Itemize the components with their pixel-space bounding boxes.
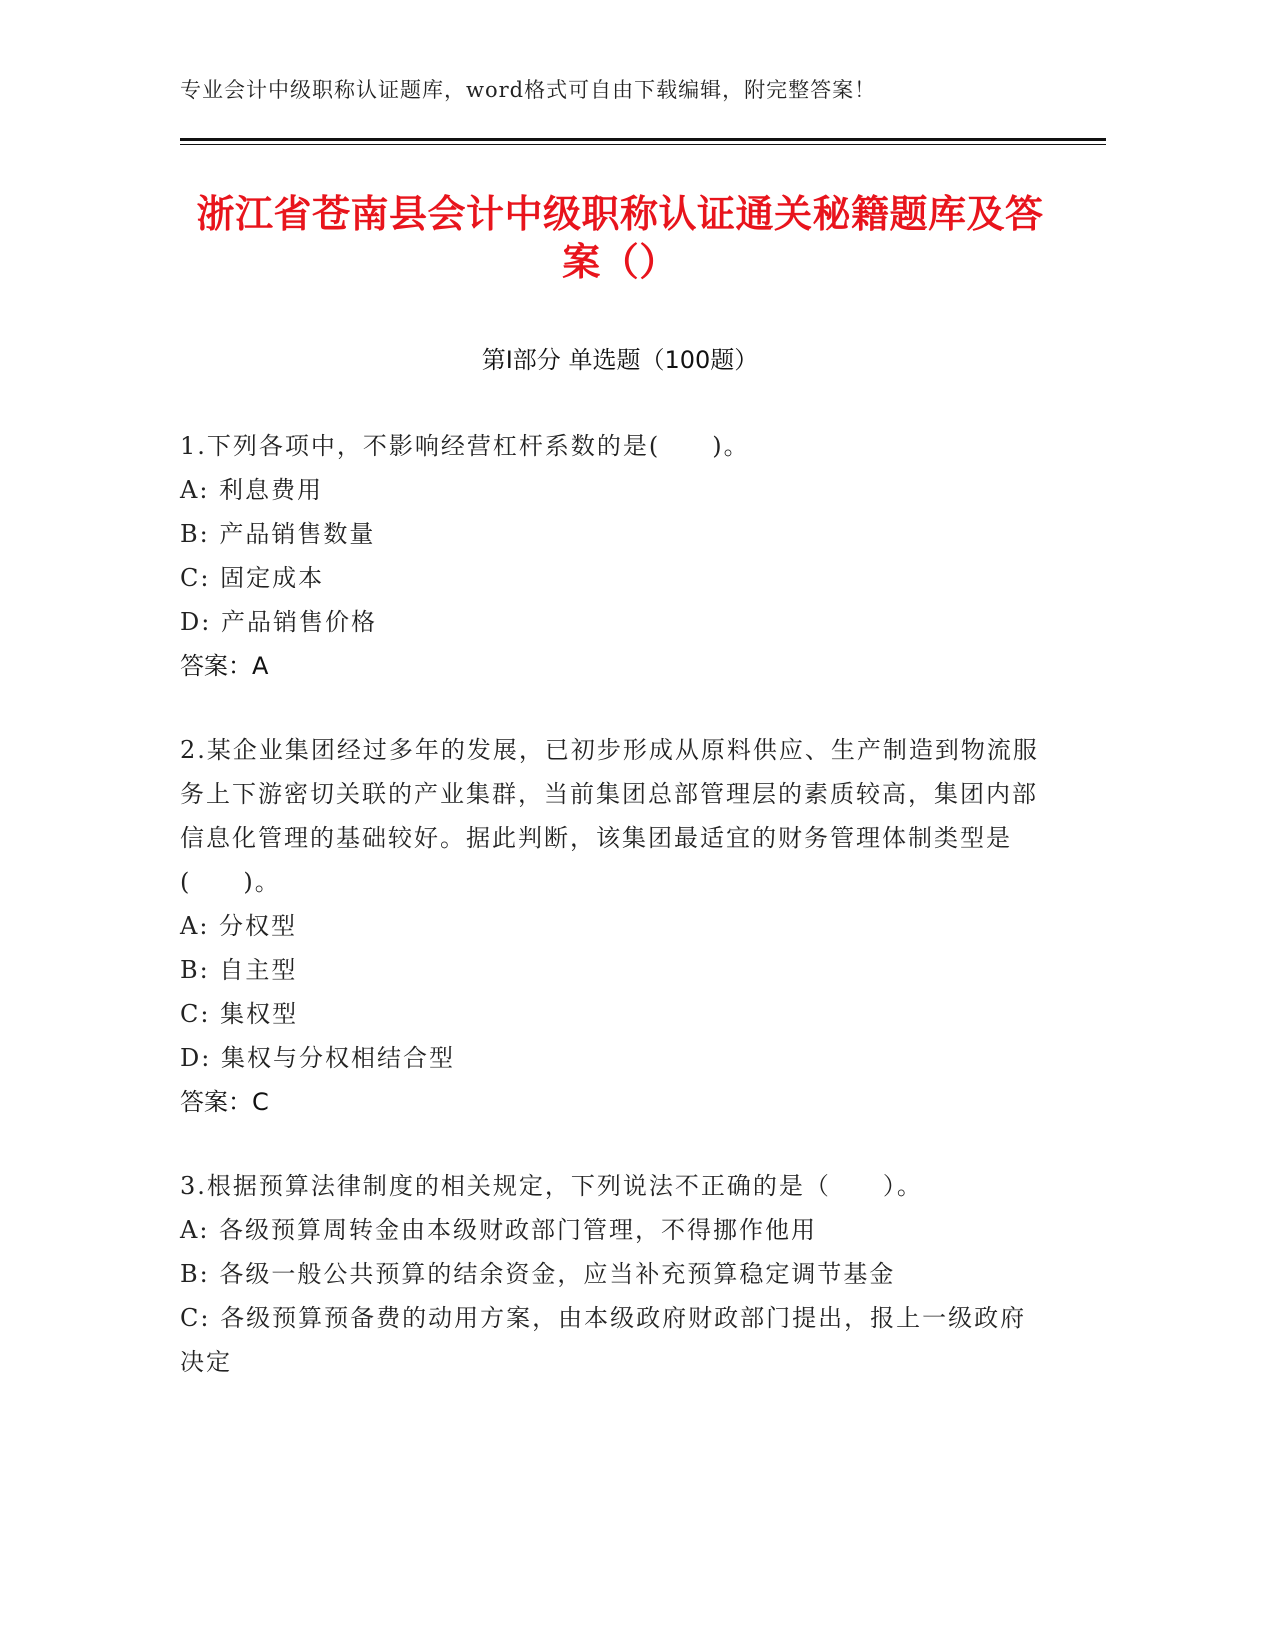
option-c: C: 各级预算预备费的动用方案，由本级政府财政部门提出，报上一级政府决定: [180, 1304, 1027, 1376]
option-a: A: 利息费用: [180, 476, 324, 504]
option-b: B: 自主型: [180, 956, 298, 984]
option-c: C: 固定成本: [180, 564, 325, 592]
header-divider-thin: [180, 144, 1106, 145]
option-a: A: 分权型: [180, 912, 298, 940]
page-header-text: 专业会计中级职称认证题库，word格式可自由下载编辑，附完整答案！: [180, 78, 877, 102]
question-stem: 2.某企业集团经过多年的发展，已初步形成从原料供应、生产制造到物流服务上下游密切关联的产业集群，当前集团总部管理层的素质较高，集团内部信息化管理的基础较好。据此判断，该集团最适宜的财务管理体制类型是( )。: [180, 736, 1039, 896]
option-d: D: 集权与分权相结合型: [180, 1044, 455, 1072]
header-divider-thick: [180, 138, 1106, 141]
answer-line: 答案：A: [180, 652, 269, 680]
option-c: C: 集权型: [180, 1000, 299, 1028]
question-stem: 1.下列各项中，不影响经营杠杆系数的是( )。: [180, 432, 750, 460]
answer-line: 答案：C: [180, 1088, 269, 1116]
option-b: B: 产品销售数量: [180, 520, 376, 548]
option-a: A: 各级预算周转金由本级财政部门管理，不得挪作他用: [180, 1216, 818, 1244]
option-d: D: 产品销售价格: [180, 608, 377, 636]
option-b: B: 各级一般公共预算的结余资金，应当补充预算稳定调节基金: [180, 1260, 896, 1288]
question-1: [180, 424, 1040, 688]
question-list: [180, 424, 1040, 1424]
question-2: [180, 728, 1040, 1124]
document-title: 浙江省苍南县会计中级职称认证通关秘籍题库及答案（）: [196, 192, 1044, 284]
section-heading: 第Ⅰ部分 单选题（100题）: [481, 346, 759, 374]
question-3: [180, 1164, 1040, 1384]
question-stem: 3.根据预算法律制度的相关规定，下列说法不正确的是（ ）。: [180, 1172, 923, 1200]
